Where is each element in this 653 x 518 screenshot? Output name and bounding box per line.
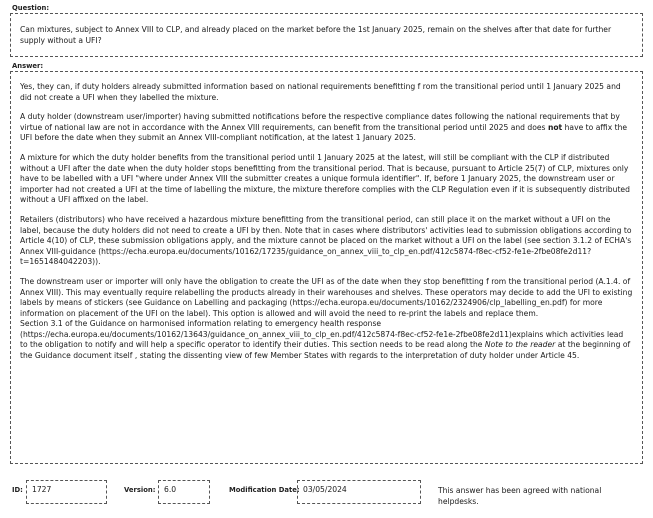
modification-date-label: Modification Date: (229, 486, 300, 494)
note-to-reader: Note to the reader (484, 340, 556, 350)
question-text: Can mixtures, subject to Annex VIII to CLP, and already placed on the market before the 1st January 2025, remain on the shelves after that date for further supply without a UFI? (20, 25, 612, 45)
answer-paragraph-6: Section 3.1 of the Guidance on harmonised information relating to emergency health response (https://echa.europa.eu/documents/10162/13643/guidance_on_annex_viii_to_clp_en.pdf/412c5874-f8ec-cf52-fe1e-2fbe08fe2d11)explains which activities lead to the obligation to notify and will help a specific operator to identify their duties. This section needs to be read along the Note to the reader at the beginning of the Guidance document itself , stating the dissenting view of few Member States with regards to the interpretation of duty holder under Article 45. (20, 319, 631, 361)
question-label: Question: (12, 4, 50, 12)
answer-box (10, 71, 643, 464)
answer-paragraph-3: A mixture for which the duty holder benefits from the transitional period until 1 January 2025 at the latest, will still be compliant with the CLP if distributed without a UFI after the date when the duty holder stops benefitting from the transitional period. That is because, pursuant to Article 25(7) of CLP, mixtures only have to be labelled with a UFI "where under Annex VIII the submitter creates a unique formula identifier". If, before 1 January 2025, the downstream user or importer had not created a UFI at the time of labelling the mixture, the mixture therefore complies with the CLP Regulation even if it is subsequently distributed without a UFI affixed on the label. (20, 152, 630, 205)
answer-paragraph-4: Retailers (distributors) who have received a hazardous mixture benefitting from the transitional period, can still place it on the market without a UFI on the label, because the duty holders did not need to create a UFI by then. Note that in cases where distributors' activities lead to submission obligations according to Article 4(10) of CLP, these submission obligations apply, and the mixture cannot be placed on the market without a UFI on the label (see section 3.1.2 of ECHA's Annex VIII-guidance (https://echa.europa.eu/documents/10162/17235/guidance_on_annex_viii_to_clp_en.pdf/412c5874-f8ec-cf52-fe1e-2fbe08fe2d11?t=1651484042203)). (20, 214, 632, 267)
agreement-note: This answer has been agreed with national helpdesks. (438, 486, 602, 506)
id-field: 1727 (26, 480, 107, 504)
question-box (10, 13, 643, 57)
modification-date-field: 03/05/2024 (297, 480, 421, 504)
emphasis-not: not (547, 122, 563, 132)
id-label: ID: (12, 486, 23, 494)
version-field: 6.0 (158, 480, 210, 504)
answer-paragraph-2: A duty holder (downstream user/importer) having submitted notifications before the respective compliance dates following the national requirements that by virtue of national law are not in accordance with the Annex VIII requirements, can benefit from the transitional period until 2025 and does not have to affix the UFI before the date when they submit an Annex VIII-compliant notification, at the latest 1 January 2025. (20, 112, 628, 143)
version-label: Version: (124, 486, 156, 494)
answer-label: Answer: (12, 62, 44, 70)
answer-paragraph-5: The downstream user or importer will only have the obligation to create the UFI as of the date when they stop benefitting f rom the transitional period (A.1.4. of Annex VIII). This may eventually require relabelling the products already in their warehouses and shelves. These operators may decide to add the UFI to existing labels by means of stickers (see Guidance on Labelling and packaging (https://echa.europa.eu/documents/10162/2324906/clp_labelling_en.pdf) for more information on placement of the UFI on the label). This option is allowed and will avoid the need to re-print the labels and replace them. (20, 276, 633, 318)
answer-paragraph-1: Yes, they can, if duty holders already submitted information based on national requirements benefitting f rom the transitional period until 1 January 2025 and did not create a UFI when they labelled the mixture. (20, 82, 621, 102)
